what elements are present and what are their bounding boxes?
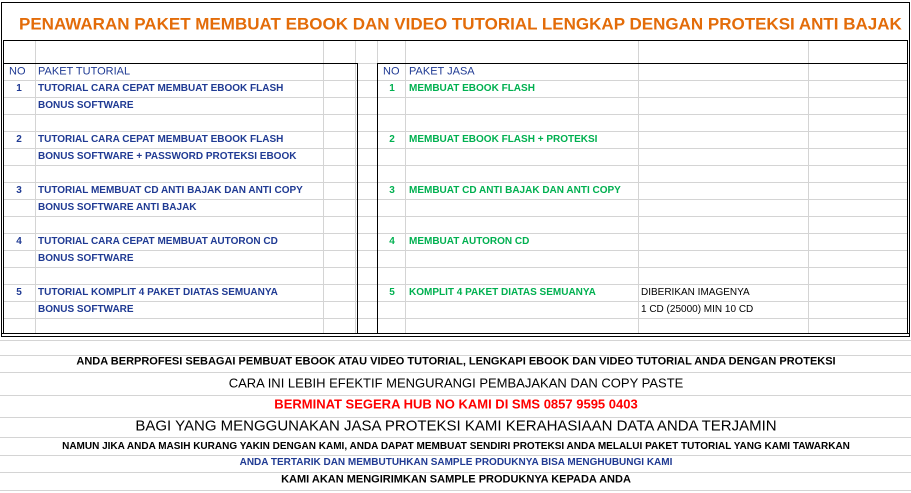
gridline (0, 340, 911, 341)
tutorial-1-bonus: BONUS SOFTWARE (38, 100, 134, 111)
gridline (3, 233, 907, 234)
tutorial-2-no: 2 (16, 134, 22, 145)
tutorial-3-bonus: BONUS SOFTWARE ANTI BAJAK (38, 202, 197, 213)
gridline (3, 165, 907, 166)
gridline (3, 267, 907, 268)
gridline (355, 40, 356, 333)
footer-line-7: KAMI AKAN MENGIRIMKAN SAMPLE PRODUKNYA KEPADA ANDA (281, 473, 631, 486)
gridline (3, 114, 907, 115)
footer-line-1: ANDA BERPROFESI SEBAGAI PEMBUAT EBOOK ATAU VIDEO TUTORIAL, LENGKAPI EBOOK DAN VIDEO TUTORIAL ANDA DENGAN PROTEKSI (76, 355, 836, 368)
service-2-no: 2 (389, 134, 395, 145)
service-5-note-image: DIBERIKAN IMAGENYA (641, 287, 750, 298)
tutorial-2-name: TUTORIAL CARA CEPAT MEMBUAT EBOOK FLASH (38, 134, 284, 145)
footer-line-5: NAMUN JIKA ANDA MASIH KURANG YAKIN DENGAN KAMI, ANDA DAPAT MEMBUAT SENDIRI PROTEKSI ANDA MELALUI PAKET TUTORIAL YANG KAMI TAWARKAN (62, 441, 850, 452)
footer-line-2: CARA INI LEBIH EFEKTIF MENGURANGI PEMBAJAKAN DAN COPY PASTE (228, 375, 684, 391)
tutorial-3-no: 3 (16, 185, 22, 196)
service-3-no: 3 (389, 185, 395, 196)
border-line (357, 63, 358, 333)
footer-phone: BERMINAT SEGERA HUB NO KAMI DI SMS 0857 9595 0403 (274, 396, 638, 412)
border-line (907, 40, 908, 333)
border-line (1, 336, 910, 337)
gridline (3, 216, 907, 217)
service-4-name: MEMBUAT AUTORON CD (409, 236, 530, 247)
service-5-no: 5 (389, 287, 395, 298)
tutorial-3-name: TUTORIAL MEMBUAT CD ANTI BAJAK DAN ANTI COPY (38, 185, 303, 196)
border-line (377, 63, 907, 64)
footer-line-6: ANDA TERTARIK DAN MEMBUTUHKAN SAMPLE PRODUKNYA BISA MENGHUBUNGI KAMI (239, 457, 673, 468)
border-line (1, 2, 910, 3)
border-line (3, 40, 4, 333)
tutorial-5-no: 5 (16, 287, 22, 298)
header-no-tutorial: NO (9, 65, 26, 78)
tutorial-5-name: TUTORIAL KOMPLIT 4 PAKET DIATAS SEMUANYA (38, 287, 278, 298)
tutorial-5-bonus: BONUS SOFTWARE (38, 304, 134, 315)
tutorial-4-no: 4 (16, 236, 22, 247)
service-1-name: MEMBUAT EBOOK FLASH (409, 83, 535, 94)
gridline (0, 455, 911, 456)
gridline (3, 318, 907, 319)
tutorial-1-no: 1 (16, 83, 22, 94)
header-paket-jasa: PAKET JASA (409, 65, 475, 78)
tutorial-1-name: TUTORIAL CARA CEPAT MEMBUAT EBOOK FLASH (38, 83, 284, 94)
page-title: PENAWARAN PAKET MEMBUAT EBOOK DAN VIDEO TUTORIAL LENGKAP DENGAN PROTEKSI ANTI BAJAK (19, 14, 902, 34)
border-line (1, 2, 2, 336)
border-line (377, 63, 378, 333)
gridline (638, 40, 639, 333)
service-5-name: KOMPLIT 4 PAKET DIATAS SEMUANYA (409, 287, 596, 298)
border-line (909, 2, 910, 336)
border-line (3, 63, 357, 64)
gridline (405, 40, 406, 333)
service-1-no: 1 (389, 83, 395, 94)
gridline (35, 40, 36, 333)
gridline (3, 80, 907, 81)
tutorial-4-name: TUTORIAL CARA CEPAT MEMBUAT AUTORON CD (38, 236, 278, 247)
gridline (0, 437, 911, 438)
tutorial-2-bonus: BONUS SOFTWARE + PASSWORD PROTEKSI EBOOK (38, 151, 297, 162)
gridline (3, 182, 907, 183)
gridline (3, 250, 907, 251)
gridline (3, 301, 907, 302)
gridline (3, 199, 907, 200)
header-no-service: NO (383, 65, 400, 78)
gridline (3, 284, 907, 285)
service-5-note-price: 1 CD (25000) MIN 10 CD (641, 304, 754, 315)
footer-line-4: BAGI YANG MENGGUNAKAN JASA PROTEKSI KAMI KERAHASIAAN DATA ANDA TERJAMIN (135, 417, 777, 435)
gridline (3, 97, 907, 98)
gridline (0, 490, 911, 491)
gridline (3, 131, 907, 132)
service-4-no: 4 (389, 236, 395, 247)
gridline (808, 40, 809, 333)
tutorial-4-bonus: BONUS SOFTWARE (38, 253, 134, 264)
gridline (3, 148, 907, 149)
gridline (0, 372, 911, 373)
service-2-name: MEMBUAT EBOOK FLASH + PROTEKSI (409, 134, 598, 145)
border-line (1, 333, 910, 334)
header-paket-tutorial: PAKET TUTORIAL (38, 65, 131, 78)
service-3-name: MEMBUAT CD ANTI BAJAK DAN ANTI COPY (409, 185, 621, 196)
border-line (3, 40, 907, 41)
gridline (323, 40, 324, 333)
